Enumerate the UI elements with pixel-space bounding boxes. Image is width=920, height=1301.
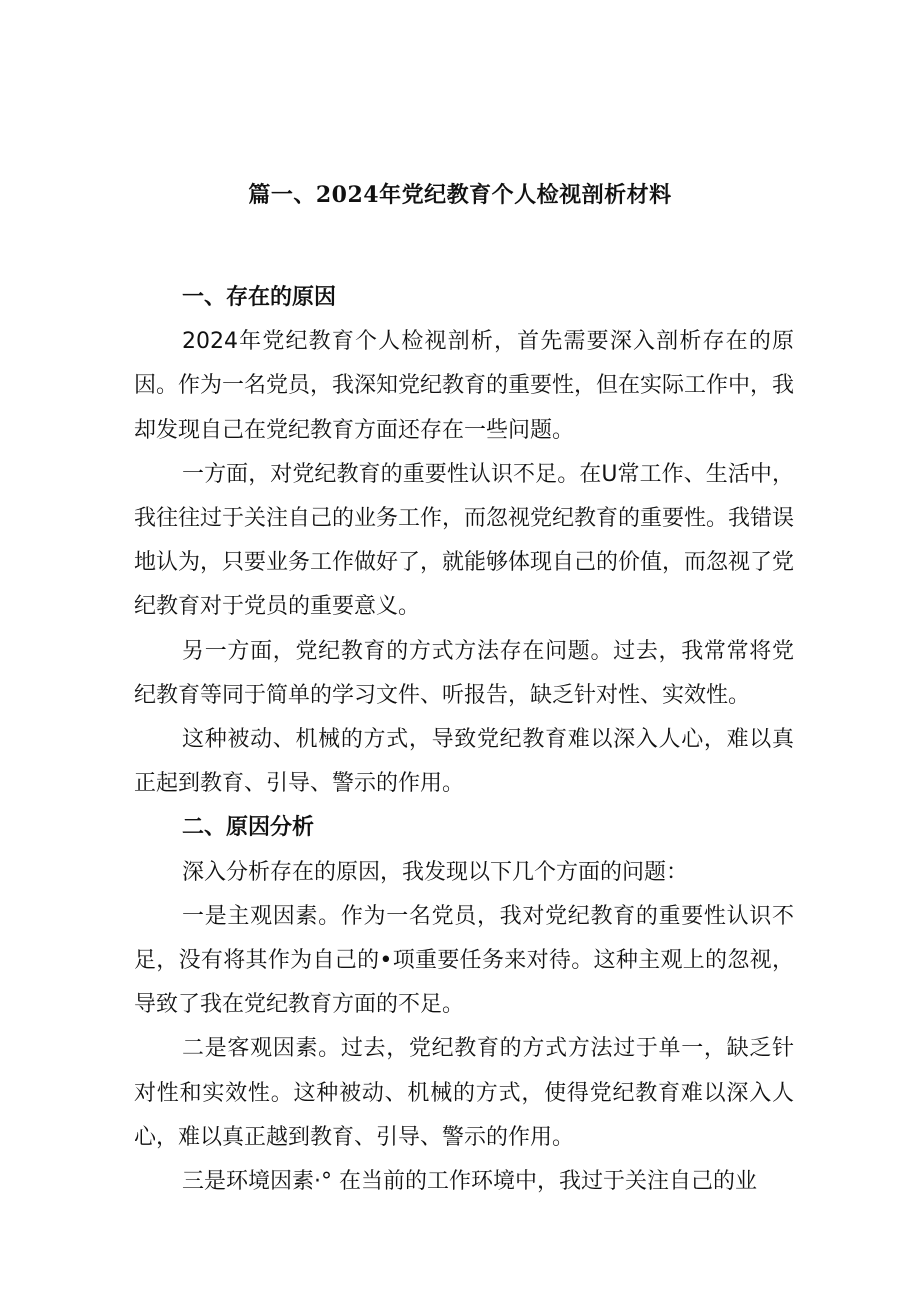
paragraph: 2024年党纪教育个人检视剖析，首先需要深入剖析存在的原因。作为一名党员，我深知党纪教育的重要性，但在实际工作中，我却发现自己在党纪教育方面还存在一些问题。 bbox=[134, 329, 795, 443]
paragraph: 一是主观因素。作为一名党员，我对党纪教育的重要性认识不足，没有将其作为自己的•项重要任务来对待。这种主观上的忽视，导致了我在党纪教育方面的不足。 bbox=[134, 903, 794, 1018]
paragraph: 一方面，对党纪教育的重要性认识不足。在U常工作、生活中，我往往过于关注自己的业务工作，而忽视党纪教育的重要性。我错误地认为，只要业务工作做好了，就能够体现自己的价值，而忽视了党纪教育对于党员的重要意义。 bbox=[134, 461, 795, 620]
document-body bbox=[134, 276, 794, 1204]
paragraph: 深入分析存在的原因，我发现以下几个方面的问题： bbox=[182, 859, 689, 885]
document-title: 篇一、2024年党纪教育个人检视剖析材料 bbox=[248, 182, 672, 208]
section-heading-1: 一、存在的原因 bbox=[182, 285, 337, 310]
section-heading-2: 二、原因分析 bbox=[182, 815, 315, 841]
paragraph: 另一方面，党纪教育的方式方法存在问题。过去，我常常将党纪教育等同于简单的学习文件、听报告，缺乏针对性、实效性。 bbox=[134, 638, 794, 708]
paragraph: 这种被动、机械的方式，导致党纪教育难以深入人心，难以真正起到教育、引导、警示的作用。 bbox=[134, 727, 794, 797]
paragraph: 三是环境因素·° 在当前的工作环境中，我过于关注自己的业 bbox=[182, 1169, 757, 1195]
paragraph: 二是客观因素。过去，党纪教育的方式方法过于单一，缺乏针对性和实效性。这种被动、机械的方式，使得党纪教育难以深入人心，难以真正越到教育、引导、警示的作用。 bbox=[134, 1036, 794, 1150]
